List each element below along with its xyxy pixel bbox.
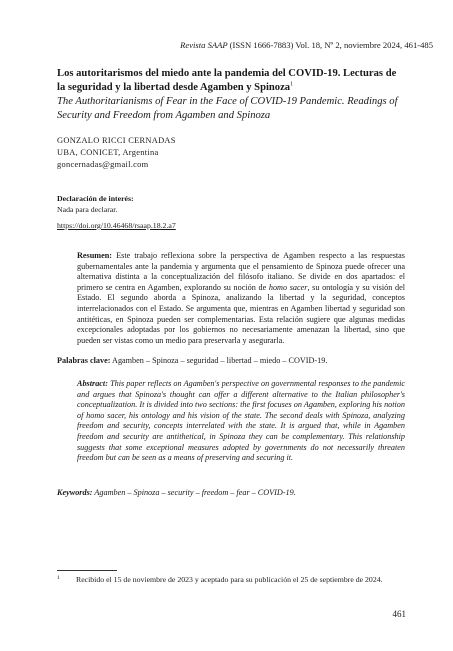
doi-text[interactable]: https://doi.org/10.46468/rsaap.18.2.a7 xyxy=(57,221,176,230)
keywords-es-label: Palabras clave: xyxy=(57,356,111,365)
footnote-text: Recibido el 15 de noviembre de 2023 y aceptado para su publicación el 25 de septiembre de 2024. xyxy=(76,575,383,584)
keywords-en-text: Agamben – Spinoza – security – freedom – fear – COVID-19. xyxy=(94,488,296,497)
keywords-spanish xyxy=(57,356,327,365)
abstract-es-text-2: , su ontología y su visión del Estado. El segundo aborda a Spinoza, analizando la libertad y la seguridad, conceptos interrelacionados con el Estado. Se argumenta que, mientras en Agamben libertad y seguridad son antitéticas, en Spinoza pueden ser complementarias. Esta relación sugiere que algunas medidas excepcionales adoptadas por los gobiernos no necesariamente amenazan la libertad, sino que pueden ser vistas como un medio para preservarla y asegurarla. xyxy=(77,282,405,345)
footnote xyxy=(57,575,407,586)
author-affiliation: UBA, CONICET, Argentina xyxy=(57,148,159,157)
keywords-es-text: Agamben – Spinoza – seguridad – libertad – miedo – COVID-19. xyxy=(112,356,328,365)
abstract-es-text-1: Este trabajo reflexiona sobre la perspectiva de Agamben respecto a las respuestas gubernamentales ante la pandemia y argumenta que el pensamiento de Spinoza puede ofrecer una alternativa distinta a la conceptualización del filósofo italiano. Se divide en dos apartados: el primero se centra en Agamben, explorando su noción de xyxy=(77,251,405,292)
author-name: GONZALO RICCI CERNADAS xyxy=(57,136,176,145)
abstract-es-label: Resumen: xyxy=(77,251,113,260)
footnote-divider xyxy=(57,570,117,571)
keywords-english xyxy=(57,488,296,497)
keywords-en-label: Keywords: xyxy=(57,488,93,497)
abstract-es-italic-term: homo sacer xyxy=(268,282,308,292)
title-spanish-text: Los autoritarismos del miedo ante la pandemia del COVID-19. Lecturas de la seguridad y la libertad desde Agamben y Spinoza xyxy=(57,68,397,93)
declaration-label: Declaración de interés: xyxy=(57,194,134,203)
abstract-en-label: Abstract: xyxy=(77,379,108,388)
abstract-english xyxy=(77,379,405,464)
article-title-english: The Authoritarianisms of Fear in the Face of COVID-19 Pandemic. Readings of Security and Freedom from Agamben and Spinoza xyxy=(57,96,398,121)
article-title-spanish xyxy=(57,67,407,95)
abstract-en-text: This paper reflects on Agamben's perspective on governmental responses to the pandemic and argues that Spinoza's thought can offer a different alternative to the Italian philosopher's conceptualization. It is divided into two sections: the first focuses on Agamben, exploring his notion of homo sacer, his ontology and his vision of the state. The second deals with Spinoza, analyzing freedom and security, concepts interrelated with the state. It is argued that, while in Agamben freedom and security are antithetical, in Spinoza they can be complementary. This relationship suggests that some exceptional measures adopted by governments do not necessarily threaten freedom but can be seen as a means of preserving and securing it. xyxy=(77,379,405,463)
declaration-text: Nada para declarar. xyxy=(57,205,118,214)
author-block xyxy=(57,135,176,171)
title-footnote-marker[interactable]: 1 xyxy=(290,81,294,88)
footnote-number: 1 xyxy=(57,575,60,581)
journal-name: Revista SAAP xyxy=(180,40,228,50)
page-number: 461 xyxy=(392,609,406,619)
declaration-of-interest xyxy=(57,193,134,215)
doi-link[interactable] xyxy=(57,221,176,230)
running-header xyxy=(180,40,433,50)
abstract-spanish xyxy=(77,251,405,346)
author-email[interactable]: goncernadas@gmail.com xyxy=(57,160,149,169)
journal-details: (ISSN 1666-7883) Vol. 18, Nº 2, noviembre 2024, 461-485 xyxy=(229,40,433,50)
